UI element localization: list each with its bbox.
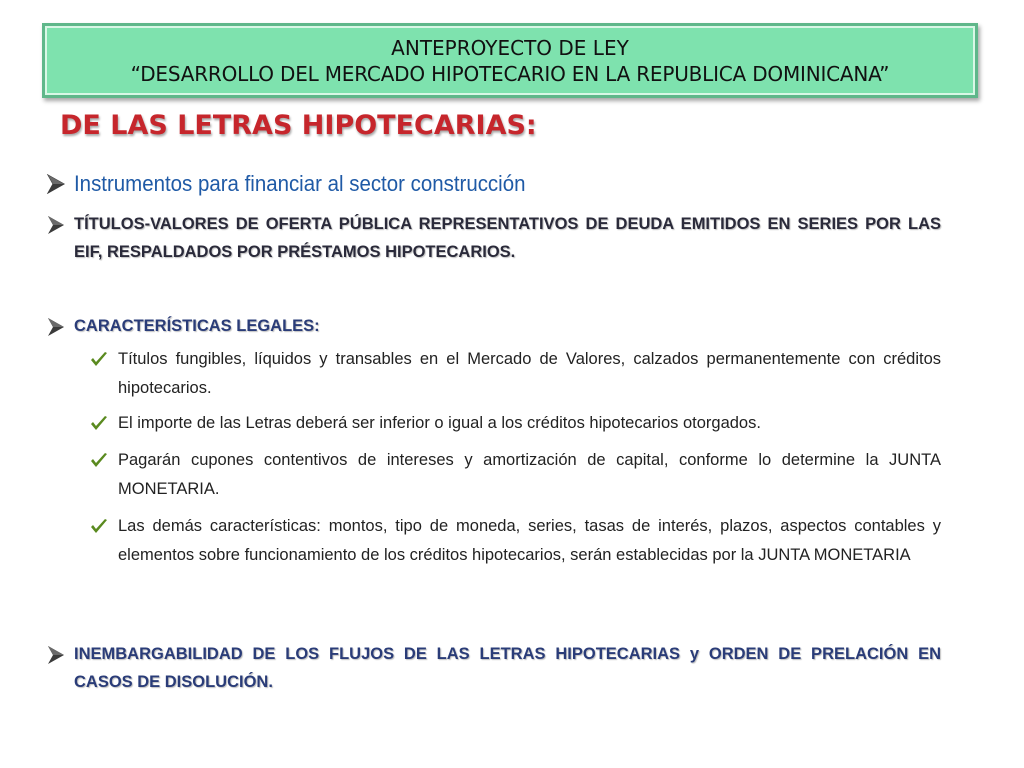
arrow-bullet-icon (46, 215, 66, 235)
title-box (42, 23, 978, 98)
bullet-item (46, 312, 941, 340)
check-text: El importe de las Letras deberá ser inferior o igual a los créditos hipotecarios otorgados. (118, 414, 761, 432)
arrow-bullet-icon (46, 174, 66, 194)
check-item (90, 446, 941, 504)
bullet-text: Instrumentos para financiar al sector construcción (74, 171, 526, 196)
check-text: Títulos fungibles, líquidos y transables en el Mercado de Valores, calzados permanentemente con créditos hipotecarios. (118, 350, 941, 397)
title-line-2: “DESARROLLO DEL MERCADO HIPOTECARIO EN LA REPUBLICA DOMINICANA” (130, 61, 890, 86)
check-text: Las demás características: montos, tipo de moneda, series, tasas de interés, plazos, aspectos contables y elementos sobre funcionamiento de los créditos hipotecarios, serán establecidas por la JUNTA MONETARIA (118, 517, 941, 564)
checkmark-icon (90, 415, 108, 433)
title-line-1: ANTEPROYECTO DE LEY (391, 35, 629, 60)
bullet-item (46, 168, 941, 200)
check-item (90, 512, 941, 570)
section-heading: DE LAS LETRAS HIPOTECARIAS: (60, 110, 537, 141)
check-text: Pagarán cupones contentivos de intereses y amortización de capital, conforme lo determine la JUNTA MONETARIA. (118, 451, 941, 498)
arrow-bullet-icon (46, 645, 66, 665)
bullet-item (46, 640, 941, 696)
bullet-text: TÍTULOS-VALORES DE OFERTA PÚBLICA REPRESENTATIVOS DE DEUDA EMITIDOS EN SERIES POR LAS EIF, RESPALDADOS POR PRÉSTAMOS HIPOTECARIOS. (74, 215, 941, 261)
check-item (90, 409, 941, 438)
check-item (90, 345, 941, 403)
bullet-item (46, 210, 941, 266)
checkmark-icon (90, 351, 108, 369)
bullet-text: CARACTERÍSTICAS LEGALES: (74, 317, 320, 335)
bullet-text: INEMBARGABILIDAD DE LOS FLUJOS DE LAS LETRAS HIPOTECARIAS y ORDEN DE PRELACIÓN EN CASOS DE DISOLUCIÓN. (74, 645, 941, 691)
arrow-bullet-icon (46, 317, 66, 337)
checkmark-icon (90, 518, 108, 536)
checkmark-icon (90, 452, 108, 470)
